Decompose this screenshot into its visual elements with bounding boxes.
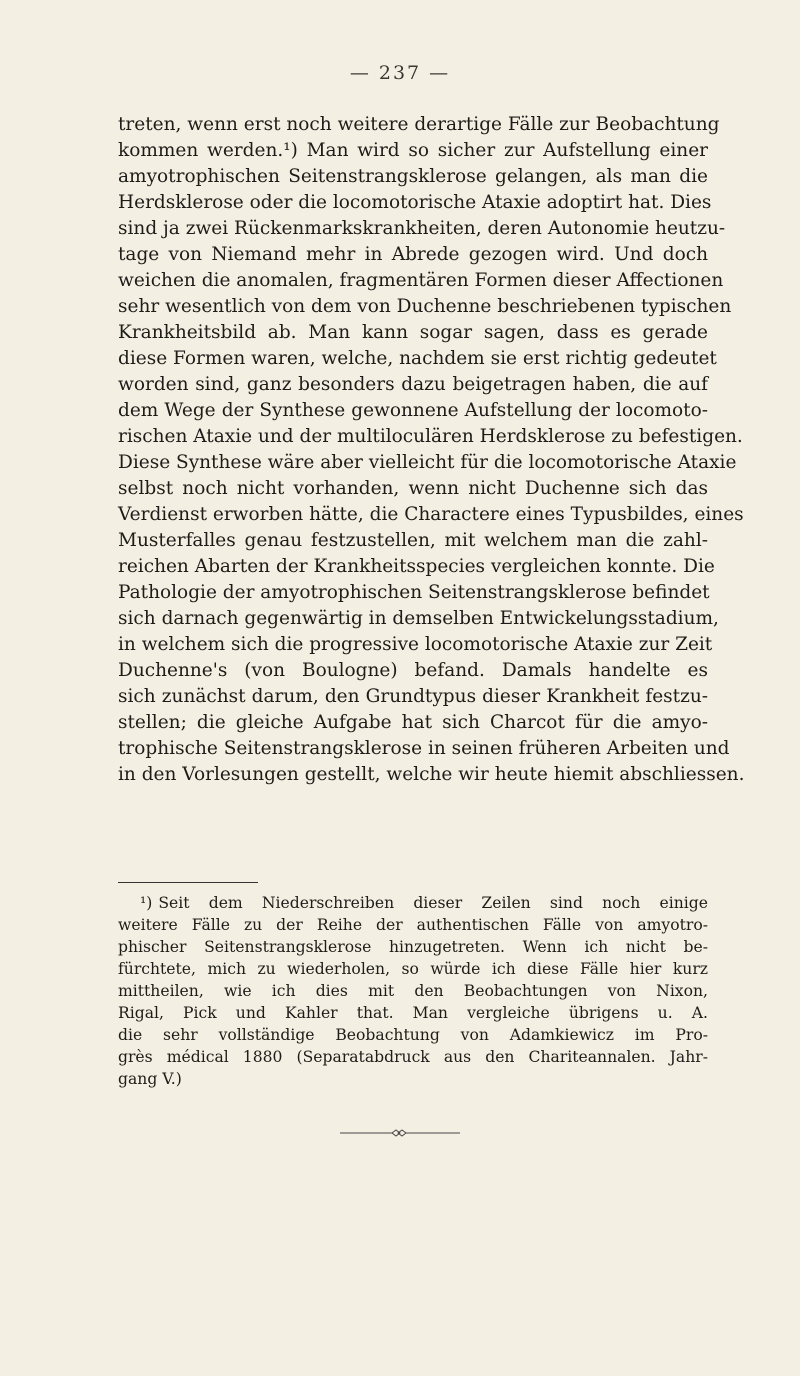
text-line: Musterfalles genau festzustellen, mit welchem man die zahl-: [118, 530, 708, 551]
text-line: selbst noch nicht vorhanden, wenn nicht Duchenne sich das: [118, 478, 708, 499]
text-line: stellen; die gleiche Aufgabe hat sich Charcot für die amyo-: [118, 712, 708, 733]
footnote-line: die sehr vollständige Beobachtung von Adamkiewicz im Pro-: [118, 1026, 708, 1044]
footnote-line-text: Seit dem Niederschreiben dieser Zeilen sind noch einige: [158, 894, 708, 912]
text-line: rischen Ataxie und der multiloculären Herdsklerose zu befestigen.: [118, 426, 743, 447]
text-line: diese Formen waren, welche, nachdem sie erst richtig gedeutet: [118, 348, 717, 369]
footnote-divider: [118, 882, 258, 883]
text-line: dem Wege der Synthese gewonnene Aufstellung der locomoto-: [118, 400, 708, 421]
text-line: Diese Synthese wäre aber vielleicht für die locomotorische Ataxie: [118, 452, 737, 473]
footnote-line: mittheilen, wie ich dies mit den Beobachtungen von Nixon,: [118, 982, 708, 1000]
text-line: Pathologie der amyotrophischen Seitenstrangsklerose befindet: [118, 582, 710, 603]
text-line: kommen werden.¹) Man wird so sicher zur Aufstellung einer: [118, 140, 708, 161]
footnote-line: phischer Seitenstrangsklerose hinzugetreten. Wenn ich nicht be-: [118, 938, 708, 956]
text-line: sich darnach gegenwärtig in demselben Entwickelungsstadium,: [118, 608, 719, 629]
footnote-line: grès médical 1880 (Separatabdruck aus den Chariteannalen. Jahr-: [118, 1048, 708, 1066]
text-line: reichen Abarten der Krankheitsspecies vergleichen konnte. Die: [118, 556, 715, 577]
text-line: in welchem sich die progressive locomotorische Ataxie zur Zeit: [118, 634, 713, 655]
text-line: trophische Seitenstrangsklerose in seinen früheren Arbeiten und: [118, 738, 730, 759]
main-text: [118, 112, 745, 788]
footnote-line: [118, 892, 708, 914]
footnote-marker: ¹): [140, 894, 153, 912]
text-line: sehr wesentlich von dem von Duchenne beschriebenen typischen: [118, 296, 732, 317]
footnote: [118, 892, 708, 1090]
text-line: amyotrophischen Seitenstrangsklerose gelangen, als man die: [118, 166, 708, 187]
footnote-line: fürchtete, mich zu wiederholen, so würde ich diese Fälle hier kurz: [118, 960, 708, 978]
page-number: — 237 —: [349, 62, 451, 84]
text-line: weichen die anomalen, fragmentären Formen dieser Affectionen: [118, 270, 724, 291]
end-ornament: [340, 1129, 460, 1137]
text-line: Herdsklerose oder die locomotorische Ataxie adoptirt hat. Dies: [118, 192, 712, 213]
text-line: sind ja zwei Rückenmarkskrankheiten, deren Autonomie heutzu-: [118, 218, 726, 239]
text-line: worden sind, ganz besonders dazu beigetragen haben, die auf: [118, 374, 708, 395]
footnote-line: gang V.): [118, 1070, 182, 1088]
text-line: tage von Niemand mehr in Abrede gezogen wird. Und doch: [118, 244, 708, 265]
text-line: Verdienst erworben hätte, die Charactere eines Typusbildes, eines: [118, 504, 744, 525]
footnote-line: Rigal, Pick und Kahler that. Man vergleiche übrigens u. A.: [118, 1004, 708, 1022]
footnote-line: weitere Fälle zu der Reihe der authentischen Fälle von amyotro-: [118, 916, 708, 934]
text-line: Krankheitsbild ab. Man kann sogar sagen, dass es gerade: [118, 322, 708, 343]
text-line: treten, wenn erst noch weitere derartige Fälle zur Beobachtung: [118, 114, 720, 135]
text-line: sich zunächst darum, den Grundtypus dieser Krankheit festzu-: [118, 686, 708, 707]
text-line: Duchenne's (von Boulogne) befand. Damals handelte es: [118, 660, 708, 681]
text-line: in den Vorlesungen gestellt, welche wir heute hiemit abschliessen.: [118, 764, 745, 785]
